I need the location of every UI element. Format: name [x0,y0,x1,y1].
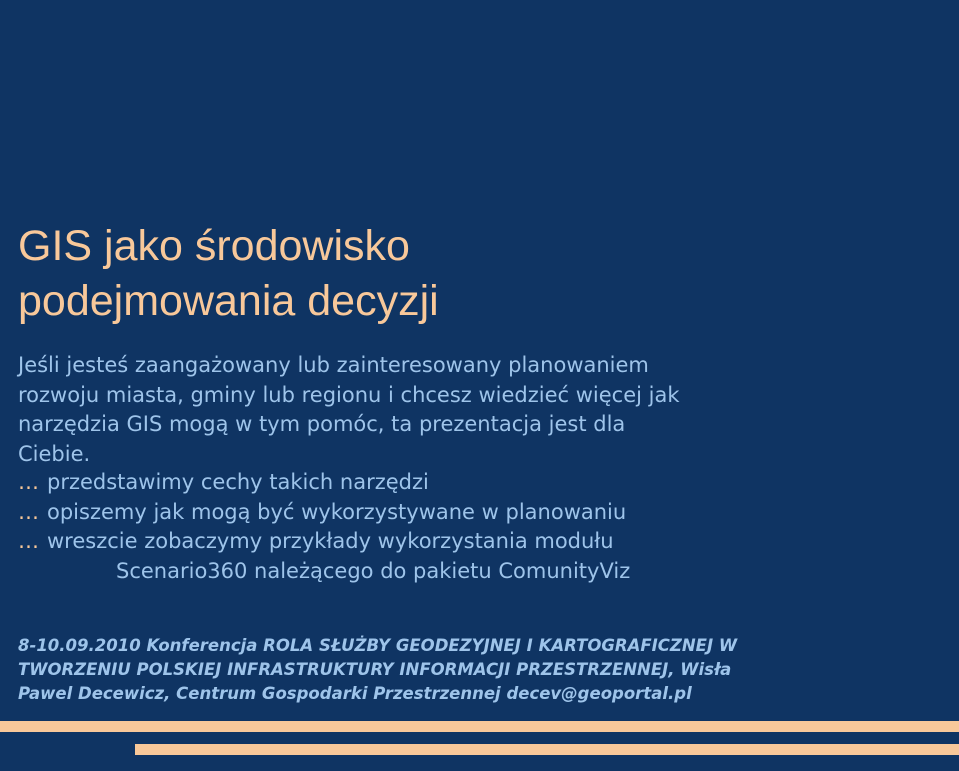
list-item [18,468,928,498]
accent-bar-bottom [135,744,959,755]
intro-paragraph [18,351,918,469]
ellipsis-marker: … [18,499,39,524]
footer-line-2: TWORZENIU POLSKIEJ INFRASTRUKTURY INFORMACJI PRZESTRZENNEJ, Wisła [18,660,732,679]
list-item [18,498,928,528]
slide-title-line-1: GIS jako środowisko [18,221,410,270]
footer-line-3: Pawel Decewicz, Centrum Gospodarki Przestrzennej decev@geoportal.pl [18,684,692,703]
list-item-text: przedstawimy cechy takich narzędzi [47,470,429,494]
list-item-continuation: Scenario360 należącego do pakietu ComunityViz [116,558,631,583]
list-item-text: wreszcie zobaczymy przykłady wykorzystania modułu [47,529,614,553]
agenda-list [18,468,928,586]
slide-title-line-2: podejmowania decyzji [18,276,439,325]
list-item-text: opiszemy jak mogą być wykorzystywane w planowaniu [47,499,627,524]
footer-line-1: 8-10.09.2010 Konferencja ROLA SŁUŻBY GEODEZYJNEJ I KARTOGRAFICZNEJ W [18,636,738,655]
intro-line-3: narzędzia GIS mogą w tym pomóc, ta prezentacja jest dla [18,412,626,436]
intro-line-1: Jeśli jesteś zaangażowany lub zainteresowany planowaniem [18,353,649,377]
ellipsis-marker: … [18,470,39,494]
intro-line-4: Ciebie. [18,441,91,466]
slide-footer [18,634,948,706]
list-item [18,527,928,557]
accent-bar-top [0,721,959,732]
ellipsis-marker: … [18,529,39,553]
intro-line-2: rozwoju miasta, gminy lub regionu i chcesz wiedzieć więcej jak [18,382,680,407]
slide-title [18,219,918,329]
